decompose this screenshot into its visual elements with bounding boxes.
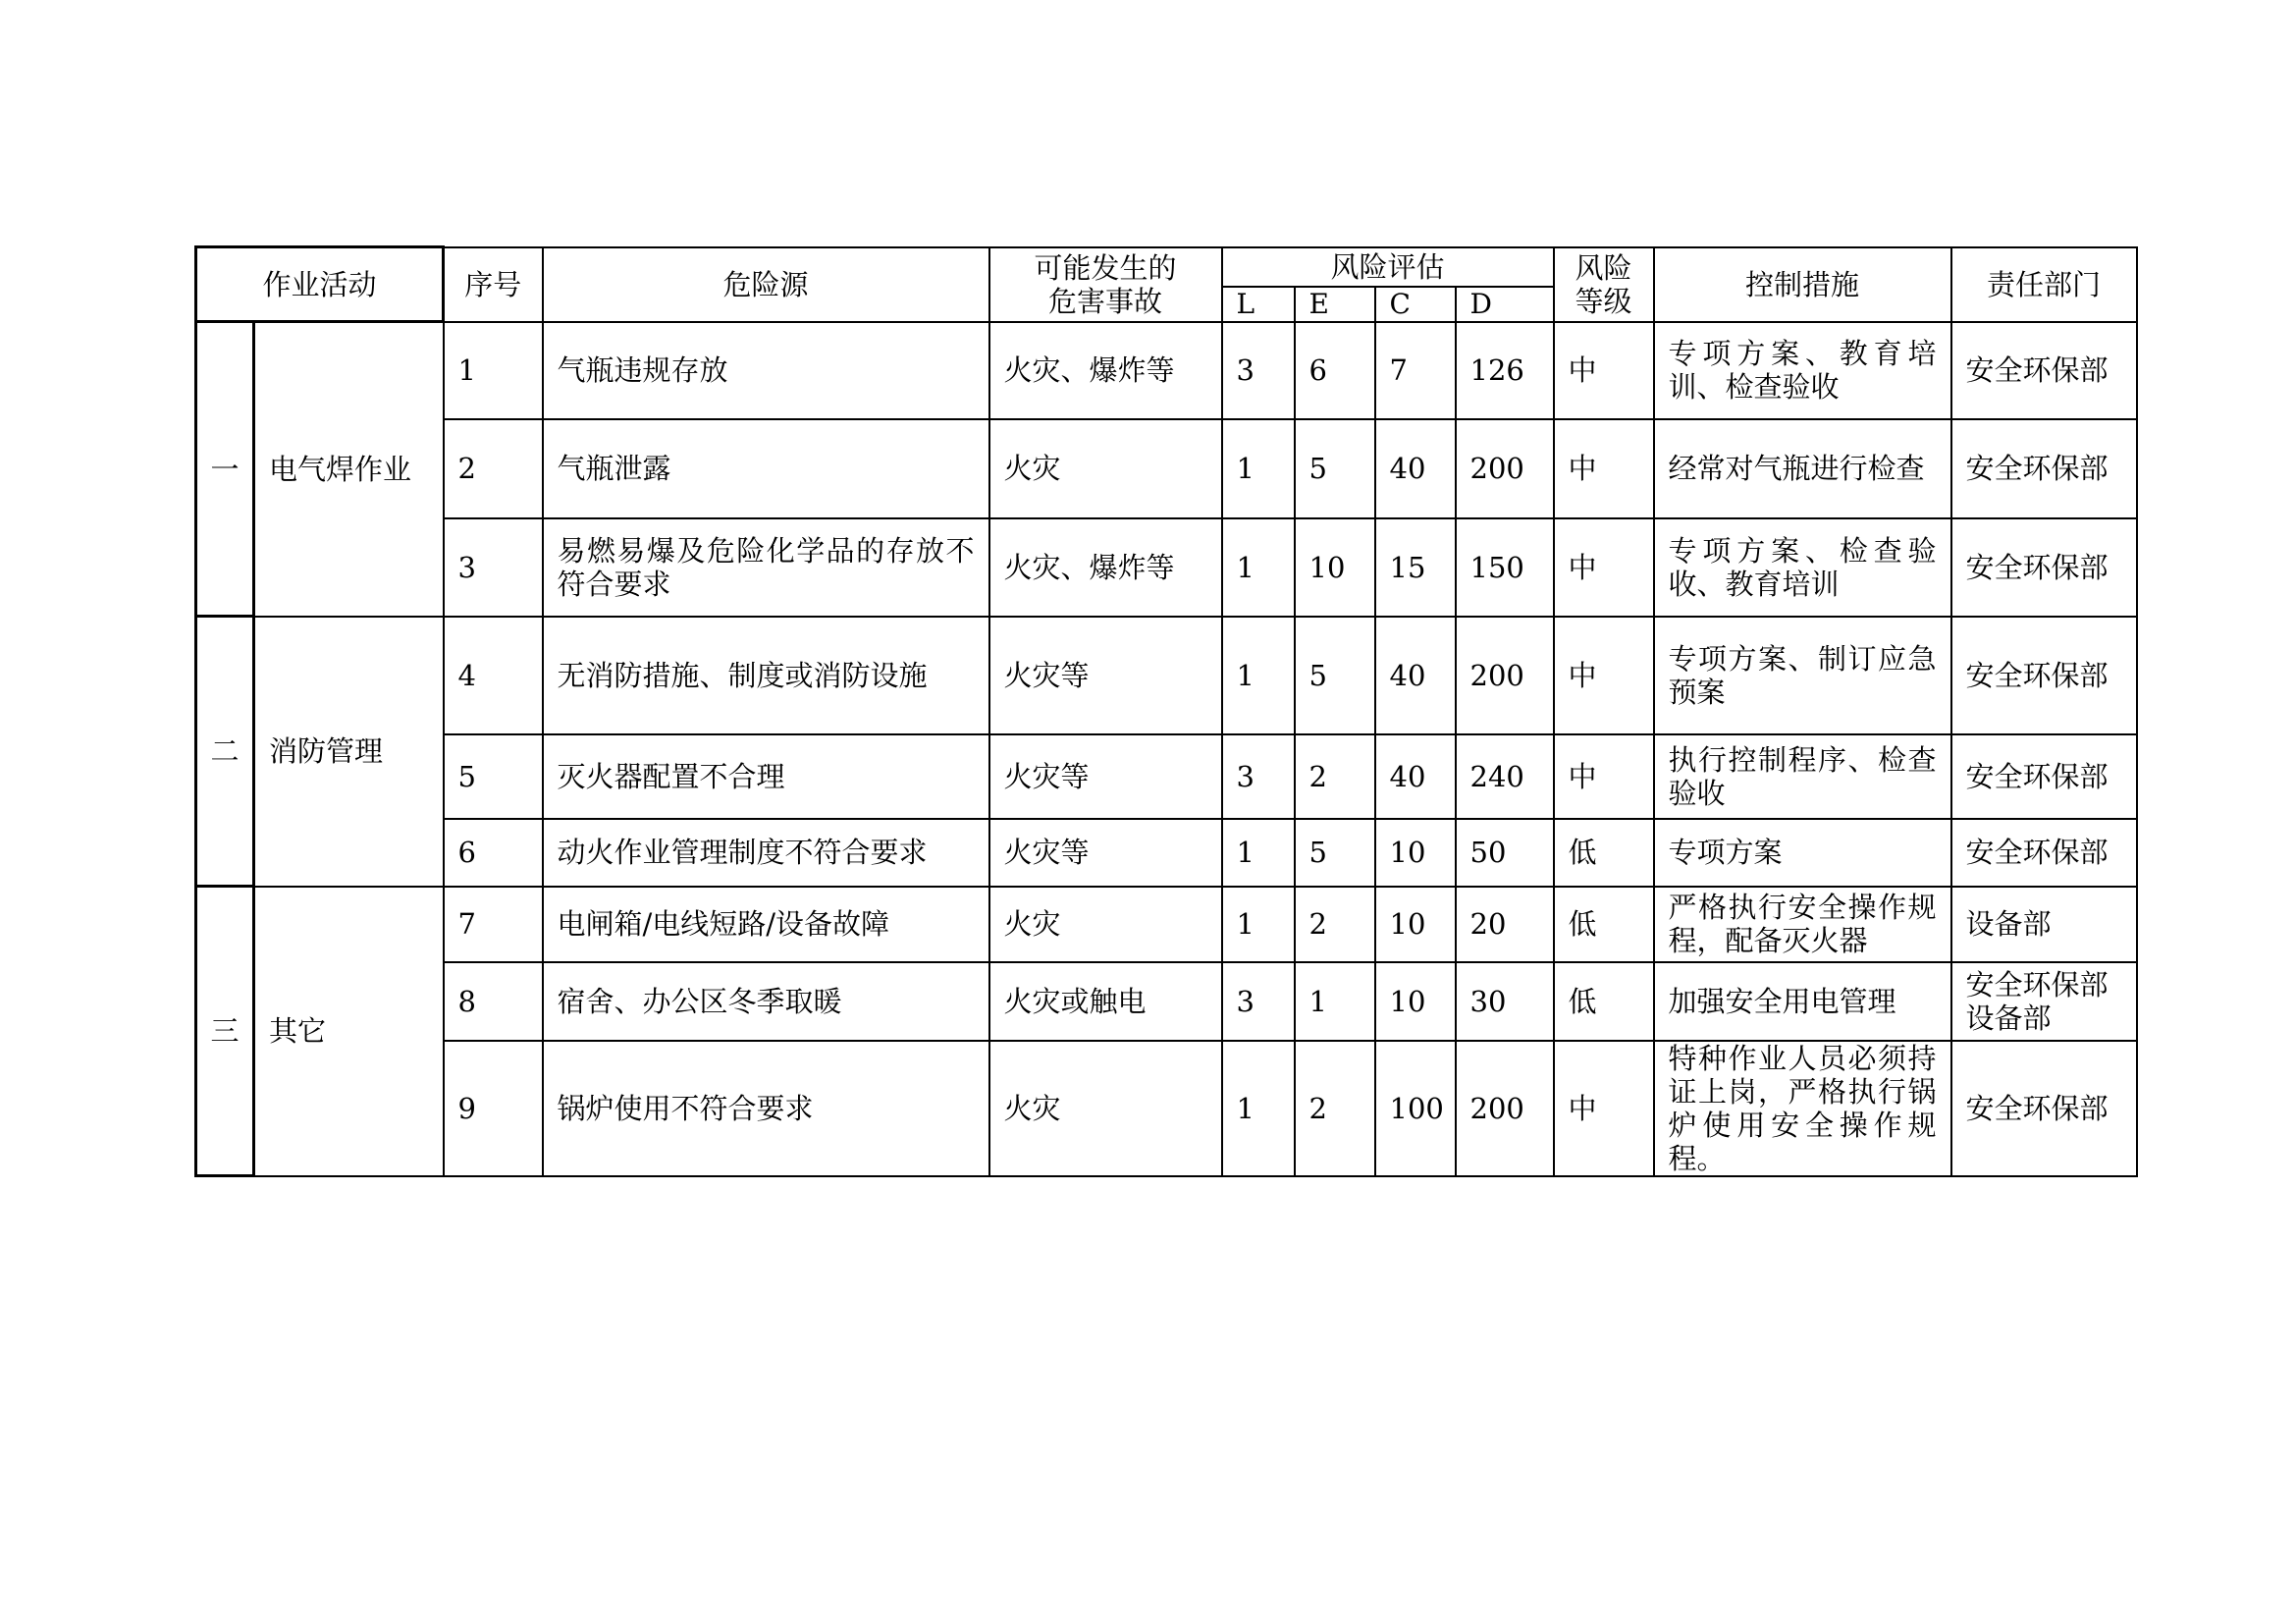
table-row [196, 887, 2137, 962]
row-D: 50 [1456, 819, 1554, 887]
row-C: 100 [1375, 1041, 1456, 1176]
row-no: 3 [444, 518, 543, 617]
row-hazard: 动火作业管理制度不符合要求 [543, 819, 989, 887]
header-no: 序号 [444, 247, 543, 322]
table-row [196, 819, 2137, 887]
row-control: 专项方案、检查验收、教育培训 [1654, 518, 1951, 617]
row-control: 加强安全用电管理 [1654, 962, 1951, 1041]
row-hazard: 宿舍、办公区冬季取暖 [543, 962, 989, 1041]
row-hazard: 气瓶泄露 [543, 419, 989, 518]
row-control: 专项方案 [1654, 819, 1951, 887]
row-C: 40 [1375, 734, 1456, 819]
row-dept: 安全环保部设备部 [1951, 962, 2137, 1041]
row-E: 5 [1295, 819, 1375, 887]
row-D: 150 [1456, 518, 1554, 617]
row-hazard: 锅炉使用不符合要求 [543, 1041, 989, 1176]
table-row [196, 617, 2137, 734]
row-D: 200 [1456, 617, 1554, 734]
header-grade-line1: 风险 [1575, 250, 1632, 285]
row-accident: 火灾 [989, 1041, 1222, 1176]
row-grade: 中 [1554, 518, 1654, 617]
row-L: 1 [1222, 419, 1295, 518]
row-C: 15 [1375, 518, 1456, 617]
row-C: 40 [1375, 617, 1456, 734]
row-grade: 中 [1554, 419, 1654, 518]
row-no: 8 [444, 962, 543, 1041]
header-hazard: 危险源 [543, 247, 989, 322]
row-control: 经常对气瓶进行检查 [1654, 419, 1951, 518]
row-accident: 火灾等 [989, 617, 1222, 734]
row-grade: 低 [1554, 819, 1654, 887]
header-risk-eval: 风险评估 [1222, 247, 1554, 287]
header-activity: 作业活动 [196, 247, 444, 322]
row-dept: 安全环保部 [1951, 518, 2137, 617]
row-dept: 安全环保部 [1951, 1041, 2137, 1176]
group-name: 其它 [254, 887, 444, 1176]
group-index: 一 [196, 322, 254, 617]
row-E: 1 [1295, 962, 1375, 1041]
row-E: 10 [1295, 518, 1375, 617]
header-D: D [1456, 287, 1554, 322]
row-L: 1 [1222, 887, 1295, 962]
row-hazard: 无消防措施、制度或消防设施 [543, 617, 989, 734]
row-accident: 火灾、爆炸等 [989, 322, 1222, 419]
header-control: 控制措施 [1654, 247, 1951, 322]
header-accident-line2: 危害事故 [1048, 284, 1163, 318]
header-dept: 责任部门 [1951, 247, 2137, 322]
row-dept: 安全环保部 [1951, 819, 2137, 887]
table-row [196, 419, 2137, 518]
row-dept: 安全环保部 [1951, 617, 2137, 734]
row-control: 执行控制程序、检查验收 [1654, 734, 1951, 819]
group-name: 消防管理 [254, 617, 444, 887]
row-no: 4 [444, 617, 543, 734]
row-L: 1 [1222, 617, 1295, 734]
row-E: 5 [1295, 617, 1375, 734]
row-grade: 中 [1554, 617, 1654, 734]
header-E: E [1295, 287, 1375, 322]
table-row [196, 1041, 2137, 1176]
row-L: 3 [1222, 322, 1295, 419]
row-C: 10 [1375, 887, 1456, 962]
row-control: 专项方案、制订应急预案 [1654, 617, 1951, 734]
row-C: 10 [1375, 819, 1456, 887]
header-grade-line2: 等级 [1575, 284, 1632, 318]
row-D: 240 [1456, 734, 1554, 819]
row-control: 严格执行安全操作规程，配备灭火器 [1654, 887, 1951, 962]
row-accident: 火灾等 [989, 734, 1222, 819]
row-D: 200 [1456, 1041, 1554, 1176]
group-name: 电气焊作业 [254, 322, 444, 617]
header-accident-line1: 可能发生的 [1034, 250, 1177, 285]
risk-assessment-table [194, 245, 2138, 1177]
row-hazard: 电闸箱/电线短路/设备故障 [543, 887, 989, 962]
row-E: 5 [1295, 419, 1375, 518]
row-hazard: 灭火器配置不合理 [543, 734, 989, 819]
row-dept: 安全环保部 [1951, 734, 2137, 819]
row-no: 2 [444, 419, 543, 518]
row-dept: 安全环保部 [1951, 322, 2137, 419]
table-row [196, 734, 2137, 819]
row-L: 1 [1222, 819, 1295, 887]
header-row [196, 247, 2137, 287]
row-E: 2 [1295, 887, 1375, 962]
row-control: 专项方案、教育培训、检查验收 [1654, 322, 1951, 419]
row-grade: 中 [1554, 734, 1654, 819]
table-row [196, 962, 2137, 1041]
row-E: 2 [1295, 1041, 1375, 1176]
row-D: 126 [1456, 322, 1554, 419]
group-index: 三 [196, 887, 254, 1176]
row-D: 200 [1456, 419, 1554, 518]
row-grade: 低 [1554, 962, 1654, 1041]
row-L: 3 [1222, 962, 1295, 1041]
row-dept: 安全环保部 [1951, 419, 2137, 518]
row-grade: 低 [1554, 887, 1654, 962]
row-C: 7 [1375, 322, 1456, 419]
header-accident [989, 247, 1222, 322]
row-L: 3 [1222, 734, 1295, 819]
row-grade: 中 [1554, 322, 1654, 419]
header-C: C [1375, 287, 1456, 322]
row-grade: 中 [1554, 1041, 1654, 1176]
header-L: L [1222, 287, 1295, 322]
table-row [196, 322, 2137, 419]
group-index: 二 [196, 617, 254, 887]
row-no: 5 [444, 734, 543, 819]
row-hazard: 易燃易爆及危险化学品的存放不符合要求 [543, 518, 989, 617]
row-L: 1 [1222, 518, 1295, 617]
row-E: 2 [1295, 734, 1375, 819]
row-no: 7 [444, 887, 543, 962]
row-accident: 火灾 [989, 887, 1222, 962]
row-no: 9 [444, 1041, 543, 1176]
row-L: 1 [1222, 1041, 1295, 1176]
row-D: 30 [1456, 962, 1554, 1041]
row-control: 特种作业人员必须持证上岗，严格执行锅炉使用安全操作规程。 [1654, 1041, 1951, 1176]
row-D: 20 [1456, 887, 1554, 962]
row-no: 6 [444, 819, 543, 887]
row-hazard: 气瓶违规存放 [543, 322, 989, 419]
row-C: 40 [1375, 419, 1456, 518]
row-accident: 火灾 [989, 419, 1222, 518]
row-E: 6 [1295, 322, 1375, 419]
row-accident: 火灾或触电 [989, 962, 1222, 1041]
row-accident: 火灾等 [989, 819, 1222, 887]
row-dept: 设备部 [1951, 887, 2137, 962]
row-no: 1 [444, 322, 543, 419]
row-accident: 火灾、爆炸等 [989, 518, 1222, 617]
header-grade [1554, 247, 1654, 322]
row-C: 10 [1375, 962, 1456, 1041]
table-row [196, 518, 2137, 617]
